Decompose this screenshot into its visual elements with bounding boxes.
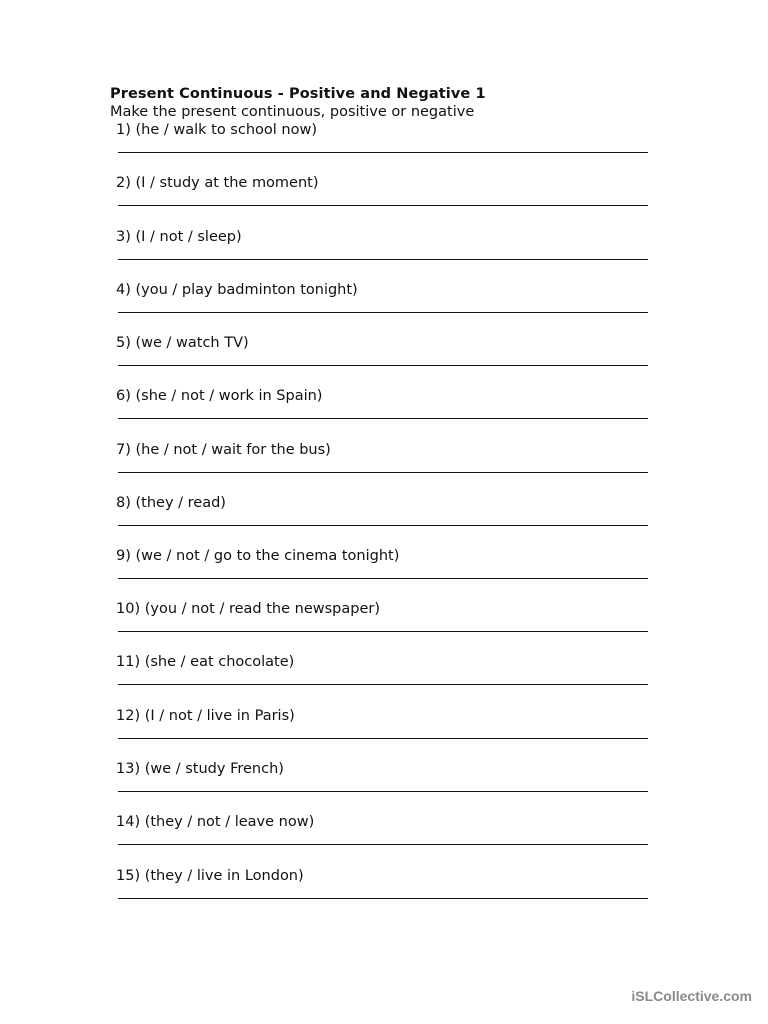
answer-line (118, 312, 648, 313)
exercise-prompt: 12) (I / not / live in Paris) (116, 708, 295, 724)
exercise-prompt: 15) (they / live in London) (116, 868, 304, 884)
exercise-prompt: 8) (they / read) (116, 495, 226, 511)
exercise-prompt: 4) (you / play badminton tonight) (116, 282, 358, 298)
exercise-prompt: 2) (I / study at the moment) (116, 175, 319, 191)
answer-line (118, 472, 648, 473)
answer-line (118, 205, 648, 206)
answer-line (118, 418, 648, 419)
exercise-prompt: 5) (we / watch TV) (116, 335, 249, 351)
exercise-prompt: 14) (they / not / leave now) (116, 814, 315, 830)
worksheet-title: Present Continuous - Positive and Negative 1 (110, 86, 486, 102)
worksheet-instruction: Make the present continuous, positive or negative (110, 104, 475, 120)
answer-line (118, 791, 648, 792)
site-watermark: iSLCollective.com (631, 988, 752, 1004)
answer-line (118, 152, 648, 153)
answer-line (118, 898, 648, 899)
answer-line (118, 844, 648, 845)
answer-line (118, 738, 648, 739)
exercise-prompt: 6) (she / not / work in Spain) (116, 388, 323, 404)
exercise-prompt: 11) (she / eat chocolate) (116, 654, 295, 670)
exercise-prompt: 9) (we / not / go to the cinema tonight) (116, 548, 400, 564)
exercise-prompt: 3) (I / not / sleep) (116, 229, 242, 245)
exercise-prompt: 13) (we / study French) (116, 761, 284, 777)
answer-line (118, 365, 648, 366)
answer-line (118, 525, 648, 526)
answer-line (118, 631, 648, 632)
exercise-prompt: 7) (he / not / wait for the bus) (116, 442, 331, 458)
answer-line (118, 259, 648, 260)
answer-line (118, 578, 648, 579)
answer-line (118, 684, 648, 685)
exercise-prompt: 1) (he / walk to school now) (116, 122, 317, 138)
exercise-prompt: 10) (you / not / read the newspaper) (116, 601, 380, 617)
